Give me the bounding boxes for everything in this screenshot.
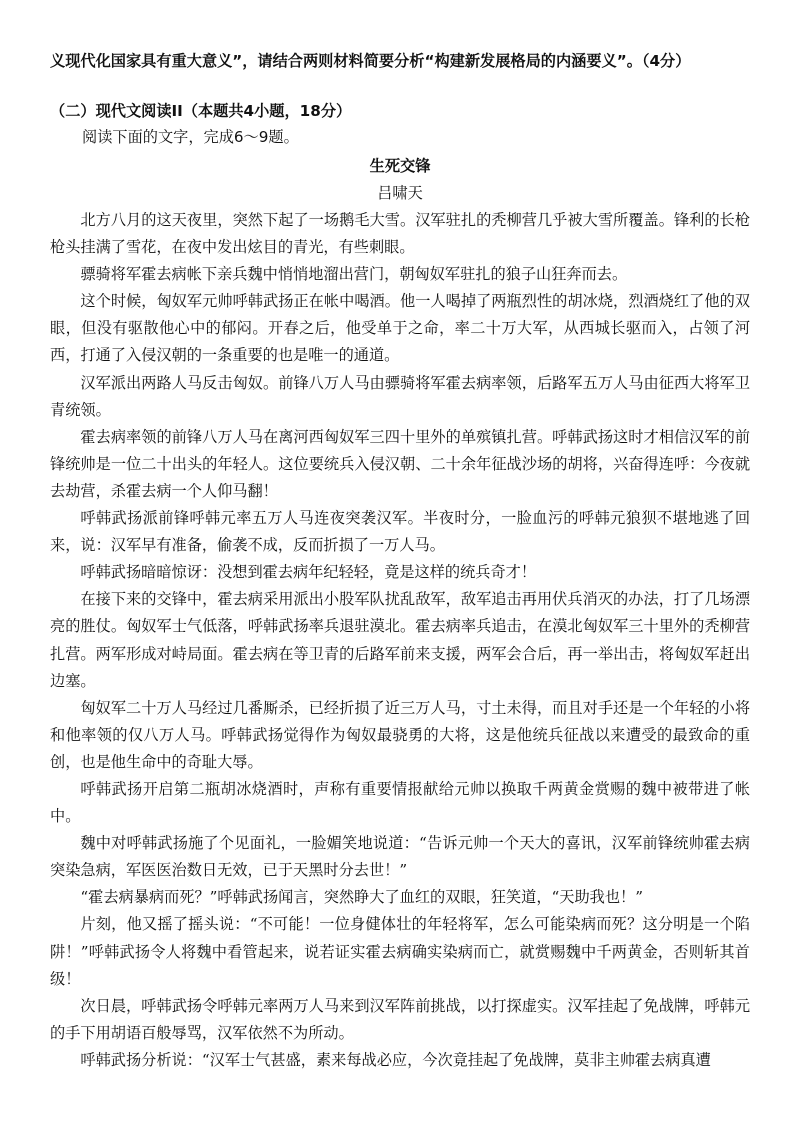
story-paragraph: 呼韩武扬暗暗惊讶：没想到霍去病年纪轻轻，竟是这样的统兵奇才！: [80, 563, 537, 582]
story-paragraph: 呼韩武扬分析说：“汉军士气甚盛，素来每战必应，今次竟挂起了免战牌，莫非主帅霍去病真遭: [80, 1050, 711, 1069]
story-title: 生死交锋: [369, 157, 431, 175]
section-heading: （二）现代文阅读II（本题共4小题，18分）: [50, 102, 352, 120]
reading-instruction: 阅读下面的文字，完成6～9题。: [82, 128, 299, 146]
story-paragraph: 这个时候，匈奴军元帅呼韩武扬正在帐中喝酒。他一人喝掉了两瓶烈性的胡冰烧，烈酒烧红了他的双眼，但没有驱散他心中的郁闷。开春之后，他受单于之命，率二十万大军，从西城长驱而入，占领了河西，打通了入侵汉朝的一条重要的也是唯一的通道。: [50, 292, 750, 365]
story-paragraph: 呼韩武扬派前锋呼韩元率五万人马连夜突袭汉军。半夜时分，一脸血污的呼韩元狼狈不堪地逃了回来，说：汉军早有准备，偷袭不成，反而折损了一万人马。: [50, 509, 750, 555]
story-paragraph: 魏中对呼韩武扬施了个见面礼，一脸媚笑地说道：“告诉元帅一个天大的喜讯，汉军前锋统帅霍去病突染急病，军医医治数日无效，已于天黑时分去世！”: [50, 834, 750, 880]
story-paragraph: 北方八月的这天夜里，突然下起了一场鹅毛大雪。汉军驻扎的秃柳营几乎被大雪所覆盖。锋利的长枪枪头挂满了雪花，在夜中发出炫目的青光，有些刺眼。: [50, 211, 750, 257]
story-paragraph: 匈奴军二十万人马经过几番厮杀，已经折损了近三万人马，寸土未得，而且对手还是一个年轻的小将和他率领的仅八万人马。呼韩武扬觉得作为匈奴最骁勇的大将，这是他统兵征战以来遭受的最致命的重创，也是他生命中的奇耻大辱。: [50, 698, 750, 771]
story-body: [50, 207, 750, 1074]
story-paragraph: “霍去病暴病而死？”呼韩武扬闻言，突然睁大了血红的双眼，狂笑道，“天助我也！”: [80, 888, 644, 907]
story-paragraph: 次日晨，呼韩武扬令呼韩元率两万人马来到汉军阵前挑战，以打探虚实。汉军挂起了免战牌，呼韩元的手下用胡语百般辱骂，汉军依然不为所动。: [50, 996, 750, 1042]
story-paragraph: 霍去病率领的前锋八万人马在离河西匈奴军三四十里外的单殡镇扎营。呼韩武扬这时才相信汉军的前锋统帅是一位二十出头的年轻人。这位要统兵入侵汉朝、二十余年征战沙场的胡将，兴奋得连呼：今夜就去劫营，杀霍去病一个人仰马翻！: [50, 427, 750, 500]
story-paragraph: 片刻，他又摇了摇头说：“不可能！一位身健体壮的年轻将军，怎么可能染病而死？这分明是一个陷阱！”呼韩武扬令人将魏中看管起来，说若证实霍去病确实染病而亡，就赏赐魏中千两黄金，否则斩其首级！: [50, 915, 750, 988]
story-paragraph: 呼韩武扬开启第二瓶胡冰烧酒时，声称有重要情报献给元帅以换取千两黄金赏赐的魏中被带进了帐中。: [50, 779, 750, 826]
story-author: 吕啸天: [377, 184, 423, 202]
story-paragraph: 在接下来的交锋中，霍去病采用派出小股军队扰乱敌军，敌军追击再用伏兵消灭的办法，打了几场漂亮的胜仗。匈奴军士气低落，呼韩武扬率兵退驻漠北。霍去病率兵追击，在漠北匈奴军三十里外的秃柳营扎营。两军形成对峙局面。霍去病在等卫青的后路军前来支援，两军会合后，再一举出击，将匈奴军赶出边塞。: [50, 590, 750, 690]
question-continuation: 义现代化国家具有重大意义”，请结合两则材料简要分析“构建新发展格局的内涵要义”。（4分）: [50, 52, 691, 70]
document-page: [50, 48, 750, 1074]
story-paragraph: 骠骑将军霍去病帐下亲兵魏中悄悄地溜出营门，朝匈奴军驻扎的狼子山狂奔而去。: [80, 265, 628, 284]
story-paragraph: 汉军派出两路人马反击匈奴。前锋八万人马由骠骑将军霍去病率领，后路军五万人马由征西大将军卫青统领。: [50, 373, 750, 419]
